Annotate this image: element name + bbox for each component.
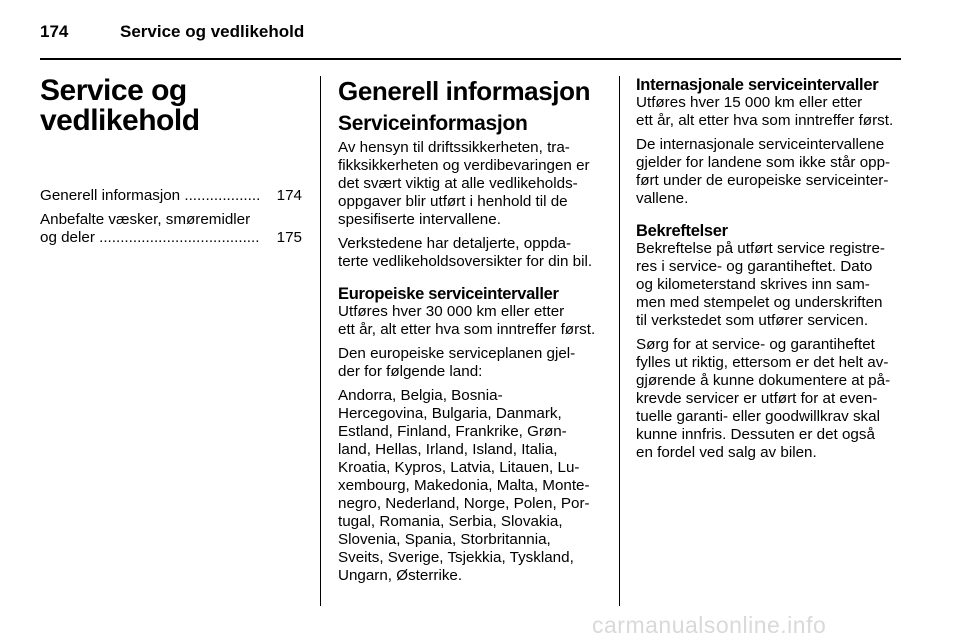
paragraph: Sørg for at service- og garantiheftet fylles ut riktig, ettersom er det helt av- gjørende å kunne dokumentere at på- krevde servicer er utført for at even- tuelle garanti- eller goodwillkrav skal kunne innfris. Dessuten er det også en fordel ved salg av bilen.: [636, 336, 891, 461]
paragraph: Den europeiske serviceplanen gjel- der for følgende land:: [338, 345, 576, 380]
page-header: [40, 22, 304, 42]
column-divider: [320, 76, 321, 606]
paragraph: De internasjonale serviceintervallene gjelder for landene som ikke står opp- ført under de europeiske serviceinter- vallene.: [636, 136, 891, 207]
paragraph: Verkstedene har detaljerte, oppda- terte vedlikeholdsoversikter for din bil.: [338, 235, 593, 270]
toc-entry-generell-informasjon[interactable]: Generell informasjon .................. 174: [40, 187, 302, 204]
paragraph: Utføres hver 30 000 km eller etter ett år, alt etter hva som inntreffer først.: [338, 303, 596, 338]
subsection-heading: Bekreftelser: [636, 222, 728, 240]
country-list: Andorra, Belgia, Bosnia- Hercegovina, Bulgaria, Danmark, Estland, Finland, Frankrike, Grøn- land, Hellas, Irland, Island, Italia, Kroatia, Kypros, Latvia, Litauen, Lu- xembourg, Makedonia, Malta, Monte- negro, Nederland, Norge, Polen, Por- tugal, Romania, Serbia, Slovakia, Slovenia, Spania, Storbritannia, Sveits, Sverige, Tsjekkia, Tyskland, Ungarn, Østerrike.: [338, 387, 590, 584]
table-of-contents: [40, 187, 302, 247]
subsection-heading: Serviceinformasjon: [338, 112, 528, 135]
toc-entry-anbefalte-vasker[interactable]: Anbefalte væsker, smøremidler og deler ...................................... 175: [40, 211, 302, 246]
middle-column: [338, 76, 604, 591]
chapter-title: Service og vedlikehold: [40, 74, 200, 137]
paragraph: Bekreftelse på utført service registre- res i service- og garantiheftet. Dato og kilometerstand skrives inn sam- men med stempelet og underskriften til verkstedet som utfører servicen.: [636, 240, 885, 329]
subsection-heading: Europeiske serviceintervaller: [338, 285, 559, 303]
header-rule: [40, 58, 901, 60]
left-column: [40, 76, 302, 253]
section-heading: Generell informasjon: [338, 76, 591, 106]
paragraph: Utføres hver 15 000 km eller etter ett år, alt etter hva som inntreffer først.: [636, 94, 894, 129]
column-divider: [619, 76, 620, 606]
page-number: 174: [40, 22, 69, 41]
watermark: carmanualsonline.info: [592, 612, 827, 638]
subsection-heading: Internasjonale serviceintervaller: [636, 76, 879, 94]
right-column: [636, 76, 902, 468]
paragraph: Av hensyn til driftssikkerheten, tra- fikksikkerheten og verdibevaringen er det svært viktig at alle vedlikeholds- oppgaver blir utført i henhold til de spesifiserte intervallene.: [338, 139, 590, 228]
section-title: Service og vedlikehold: [120, 22, 305, 41]
